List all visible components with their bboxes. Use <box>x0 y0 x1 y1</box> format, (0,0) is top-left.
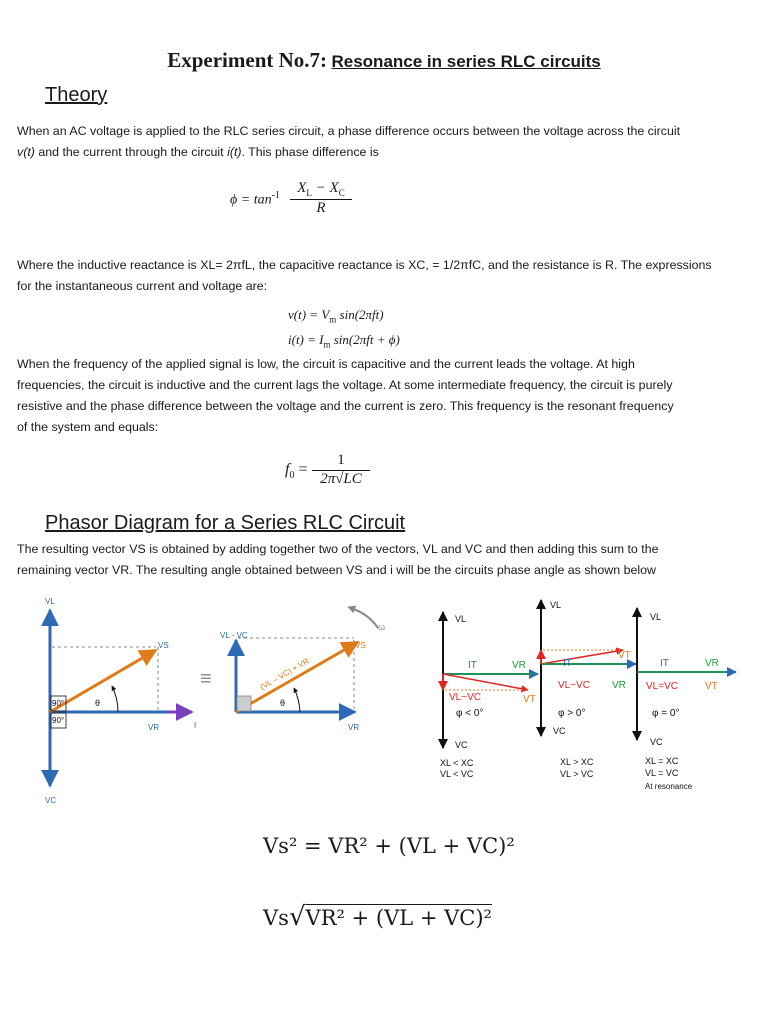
d2-rotation-arc <box>350 608 378 628</box>
phasor-heading: Phasor Diagram for a Series RLC Circuit <box>45 512 406 534</box>
d3c2-label-phi: φ > 0° <box>558 708 586 719</box>
d2-label-vlvc: VL - VC <box>220 631 248 640</box>
d3c3-label-it: IT <box>660 658 669 669</box>
phasor-paragraph <box>17 539 763 581</box>
v-sub: m <box>329 314 337 325</box>
v-of-t: v(t) <box>17 145 35 159</box>
f0-den: 2π√LC <box>320 471 362 487</box>
d3c2-cond-1: XL > XC <box>560 757 594 767</box>
vs-root-radicand: VR² + (VL + VC)² <box>305 906 492 930</box>
phi-num: X <box>297 180 307 196</box>
d3c2-label-vr: VR <box>612 680 626 691</box>
diagram-3-case-2 <box>541 600 636 779</box>
d2-label-diagonal: (VL – VC) + VR <box>258 656 311 692</box>
diagram-1 <box>45 597 212 805</box>
d3c1-label-vc: VC <box>455 740 468 750</box>
d3c3-label-vlvc: VL=VC <box>646 681 678 692</box>
v-eq: v(t) = V <box>288 307 330 322</box>
d3c3-label-vr: VR <box>705 658 719 669</box>
d3c1-label-vt: VT <box>523 694 536 705</box>
d2-angle-arc <box>294 688 300 712</box>
phi-exp: -1 <box>271 190 280 201</box>
phase-fraction <box>290 180 352 217</box>
i-of-t: i(t) <box>227 145 242 159</box>
d3c2-label-it: IT <box>563 658 572 669</box>
i-rest: sin(2πft + ϕ) <box>330 332 400 347</box>
resonant-frequency-lhs <box>285 461 307 481</box>
f0-lhs: f <box>285 461 290 478</box>
p3-line-3: resistive and the phase difference between the voltage and the current is zero. This frequency is the resonant frequency <box>17 399 674 413</box>
page-title <box>0 48 768 73</box>
d2-label-theta: θ <box>280 698 286 708</box>
theory-heading: Theory <box>45 84 108 106</box>
phasor-line-1: The resulting vector VS is obtained by adding together two of the vectors, VL and VC and then adding this sum to the <box>17 542 659 556</box>
d2-label-omega: ω <box>378 622 386 632</box>
equivalence-symbol: ≡ <box>200 668 212 690</box>
d3c1-label-it: IT <box>468 660 477 671</box>
title-main: Resonance in series RLC circuits <box>331 52 601 71</box>
d3c2-vt-arrow <box>541 650 623 664</box>
d3c3-label-vc: VC <box>650 737 663 747</box>
phase-equation <box>230 190 280 209</box>
phi-minus: − X <box>311 180 339 196</box>
vs-squared-equation: Vs² = VR² + (VL + VC)² <box>263 834 515 858</box>
diagram-3-case-3 <box>637 608 736 791</box>
d3c2-label-vc: VC <box>553 726 566 736</box>
phi-num-c: C <box>338 188 345 198</box>
p2-line-2: for the instantaneous current and voltage are: <box>17 279 268 293</box>
d1-label-i: I <box>194 721 197 730</box>
d1-label-90-top: 90° <box>52 699 65 708</box>
p3-line-4: of the system and equals: <box>17 420 159 434</box>
diagram-3-case-1 <box>440 612 538 779</box>
d1-label-vl: VL <box>45 597 55 606</box>
p3-line-1: When the frequency of the applied signal is low, the circuit is capacitive and the current leads the voltage. At high <box>17 357 635 371</box>
voltage-equation <box>288 307 384 325</box>
current-equation <box>288 332 400 350</box>
p1-end: . This phase difference is <box>241 145 379 159</box>
d3c3-label-phi: φ = 0° <box>652 708 680 719</box>
title-prefix: Experiment No.7: <box>167 48 328 72</box>
theory-paragraph-1 <box>17 121 763 163</box>
radical-sign: √ <box>288 902 306 932</box>
theory-paragraph-3 <box>17 354 763 438</box>
theory-paragraph-2 <box>17 255 763 297</box>
p2-line-1: Where the inductive reactance is XL= 2πfL, the capacitive reactance is XC, = 1/2πfC, and the resistance is R. The expressions <box>17 258 712 272</box>
i-sub: m <box>323 339 331 350</box>
d2-label-vs: VS <box>355 641 366 650</box>
d3c3-cond-2: VL = VC <box>645 768 679 778</box>
d2-rotation-arrowhead <box>346 603 356 613</box>
d1-label-vc: VC <box>45 796 57 805</box>
d3c2-label-vl: VL <box>550 600 562 610</box>
p1-mid: and the current through the circuit <box>34 145 228 159</box>
f0-sub: 0 <box>289 470 295 482</box>
p3-line-2: frequencies, the circuit is inductive and the current lags the voltage. At some intermediate frequency, the circuit is purely <box>17 378 673 392</box>
i-eq: i(t) = I <box>288 332 324 347</box>
f0-num: 1 <box>312 452 370 471</box>
diagram-2 <box>220 603 385 732</box>
d1-label-90-bottom: 90° <box>52 716 65 725</box>
p1-line-1: When an AC voltage is applied to the RLC series circuit, a phase difference occurs between the voltage across the circuit <box>17 124 681 138</box>
d3c2-label-vlvc: VL−VC <box>558 680 590 691</box>
d3c1-vt-arrow <box>443 674 528 690</box>
phasor-diagrams <box>0 590 768 810</box>
d1-label-theta: θ <box>95 698 101 708</box>
d3c3-cond-1: XL = XC <box>645 756 679 766</box>
d2-label-vr: VR <box>348 723 360 732</box>
phasor-line-2: remaining vector VR. The resulting angle obtained between VS and i will be the circuits phase angle as shown below <box>17 563 656 577</box>
d3c1-cond-2: VL < VC <box>440 769 474 779</box>
d3c2-cond-2: VL > VC <box>560 769 594 779</box>
vs-root-lhs: Vs <box>263 906 289 930</box>
d3c1-label-vr: VR <box>512 660 526 671</box>
d1-label-vr: VR <box>148 723 160 732</box>
d3c3-label-vt: VT <box>705 681 718 692</box>
vs-root-equation <box>263 902 492 932</box>
d1-label-vs: VS <box>158 641 169 650</box>
d3c3-note: At resonance <box>645 782 693 791</box>
d3c2-label-vt: VT <box>618 650 631 661</box>
d1-angle-arc <box>112 686 118 712</box>
phi-num-l: L <box>306 188 312 198</box>
phi-lhs: ϕ = tan <box>230 192 272 208</box>
d3c1-label-vl: VL <box>455 614 467 624</box>
d3c1-label-phi: φ < 0° <box>456 708 484 719</box>
d2-vs-arrow <box>236 642 358 712</box>
d3c1-cond-1: XL < XC <box>440 758 474 768</box>
f0-eq: = <box>294 461 308 478</box>
phi-den: R <box>316 200 326 216</box>
d3c1-label-vlvc: VL−VC <box>449 692 481 703</box>
d3c3-label-vl: VL <box>650 612 662 622</box>
v-rest: sin(2πft) <box>336 307 384 322</box>
p1-line-2 <box>17 142 763 163</box>
d2-right-angle <box>237 696 251 711</box>
resonant-frequency-fraction <box>312 452 370 488</box>
